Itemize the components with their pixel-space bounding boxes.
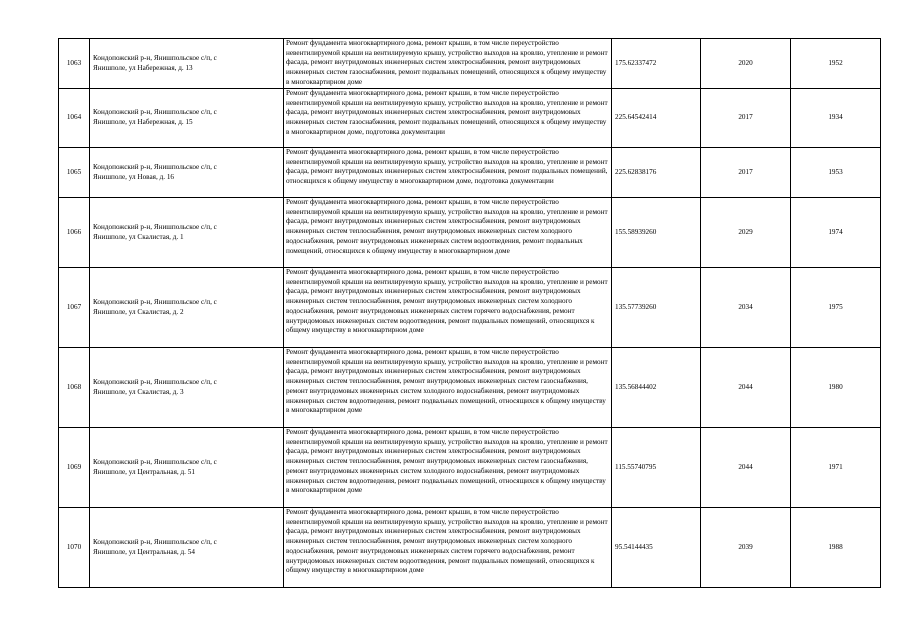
address-cell — [90, 148, 284, 198]
work-year-cell: 2029 — [701, 198, 791, 268]
work-year-cell: 2044 — [701, 348, 791, 428]
cost-cell: 135.56844402 — [612, 348, 701, 428]
address-cell — [90, 348, 284, 428]
cost-cell: 95.54144435 — [612, 508, 701, 588]
work-year-cell: 2034 — [701, 268, 791, 348]
address-line: Янишполе, ул Набережная, д. 15 — [93, 118, 193, 126]
works-cell: Ремонт фундамента многоквартирного дома, ремонт крыши, в том числе переустройство невентилируемой крыши на вентилируемую крышу, устройство выходов на кровлю, утепление и ремонт фасада, ремонт внутридомовых инженерных систем электроснабжения, ремонт внутридомовых инженерных систем теплоснабжения, ремонт внутридомовых инженерных систем холодного водоснабжения, ремонт внутридомовых инженерных систем горячего водоснабжения, ремонт внутридомовых инженерных систем водоотведения, ремонт подвальных помещений, относящихся к общему имуществу в многоквартирном доме — [284, 268, 612, 348]
cost-cell: 175.62337472 — [612, 39, 701, 89]
address-cell — [90, 89, 284, 148]
table-row — [59, 348, 881, 428]
works-cell: Ремонт фундамента многоквартирного дома, ремонт крыши, в том числе переустройство невентилируемой крыши на вентилируемую крышу, устройство выходов на кровлю, утепление и ремонт фасада, ремонт внутридомовых инженерных систем электроснабжения, ремонт подвальных помещений, относящихся к общему имуществу в многоквартирном доме, подготовка документации — [284, 148, 612, 198]
cost-cell: 115.55740795 — [612, 428, 701, 508]
cost-cell: 225.62838176 — [612, 148, 701, 198]
address-line: Кондопожский р-н, Янишпольское с/п, с — [93, 457, 217, 466]
works-cell: Ремонт фундамента многоквартирного дома, ремонт крыши, в том числе переустройство невентилируемой крыши на вентилируемую крышу, устройство выходов на кровлю, утепление и ремонт фасада, ремонт внутридомовых инженерных систем электроснабжения, ремонт внутридомовых инженерных систем теплоснабжения, ремонт внутридомовых инженерных систем газоснабжения, ремонт внутридомовых инженерных систем холодного водоснабжения, ремонт внутридомовых инженерных систем водоотведения, ремонт подвальных помещений, относящихся к общему имуществу в многоквартирном доме — [284, 348, 612, 428]
works-cell: Ремонт фундамента многоквартирного дома, ремонт крыши, в том числе переустройство невентилируемой крыши на вентилируемую крышу, устройство выходов на кровлю, утепление и ремонт фасада, ремонт внутридомовых инженерных систем электроснабжения, ремонт внутридомовых инженерных систем теплоснабжения, ремонт внутридомовых инженерных систем холодного водоснабжения, ремонт внутридомовых инженерных систем горячего водоснабжения, ремонт внутридомовых инженерных систем водоотведения, ремонт подвальных помещений, относящихся к общему имуществу в многоквартирном доме — [284, 508, 612, 588]
row-number-cell: 1070 — [59, 508, 90, 588]
built-year-cell: 1988 — [791, 508, 881, 588]
built-year-cell: 1953 — [791, 148, 881, 198]
work-year-cell: 2020 — [701, 39, 791, 89]
address-line: Янишполе, ул Новая, д. 16 — [93, 172, 175, 181]
address-line: Янишполе, ул Центральная, д. 51 — [93, 467, 195, 476]
table-row — [59, 89, 881, 148]
table-row — [59, 198, 881, 268]
row-number-cell: 1066 — [59, 198, 90, 268]
works-cell: Ремонт фундамента многоквартирного дома, ремонт крыши, в том числе переустройство невентилируемой крыши на вентилируемую крышу, устройство выходов на кровлю, утепление и ремонт фасада, ремонт внутридомовых инженерных систем электроснабжения, ремонт внутридомовых инженерных систем газоснабжения, ремонт подвальных помещений, относящихся к общему имуществу в многоквартирном доме — [284, 39, 612, 89]
address-line: Янишполе, ул Скалистая, д. 2 — [93, 307, 184, 316]
row-number-cell: 1064 — [59, 89, 90, 148]
row-number-cell: 1063 — [59, 39, 90, 89]
address-cell — [90, 428, 284, 508]
address-line: Кондопожский р-н, Янишпольское с/п, с — [93, 53, 217, 62]
row-number-cell: 1065 — [59, 148, 90, 198]
table-row — [59, 148, 881, 198]
table-row — [59, 268, 881, 348]
address-line: Кондопожский р-н, Янишпольское с/п, с — [93, 377, 217, 386]
work-year-cell: 2017 — [701, 89, 791, 148]
address-line: Янишполе, ул Набережная, д. 13 — [93, 63, 193, 72]
address-cell — [90, 39, 284, 89]
built-year-cell: 1971 — [791, 428, 881, 508]
works-cell: Ремонт фундамента многоквартирного дома, ремонт крыши, в том числе переустройство невентилируемой крыши на вентилируемую крышу, устройство выходов на кровлю, утепление и ремонт фасада, ремонт внутридомовых инженерных систем электроснабжения, ремонт внутридомовых инженерных систем теплоснабжения, ремонт внутридомовых инженерных систем газоснабжения, ремонт внутридомовых инженерных систем холодного водоснабжения, ремонт внутридомовых инженерных систем водоотведения, ремонт подвальных помещений, относящихся к общему имуществу в многоквартирном доме — [284, 428, 612, 508]
address-cell — [90, 508, 284, 588]
built-year-cell: 1974 — [791, 198, 881, 268]
address-line: Кондопожский р-н, Янишпольское с/п, с — [93, 162, 217, 171]
row-number-cell: 1069 — [59, 428, 90, 508]
table-row — [59, 428, 881, 508]
works-cell: Ремонт фундамента многоквартирного дома, ремонт крыши, в том числе переустройство невентилируемой крыши на вентилируемую крышу, устройство выходов на кровлю, утепление и ремонт фасада, ремонт внутридомовых инженерных систем электроснабжения, ремонт внутридомовых инженерных систем теплоснабжения, ремонт внутридомовых инженерных систем холодного водоснабжения, ремонт внутридомовых инженерных систем водоотведения, ремонт подвальных помещений, относящихся к общему имуществу в многоквартирном доме — [284, 198, 612, 268]
cost-cell: 225.64542414 — [612, 89, 701, 148]
built-year-cell: 1934 — [791, 89, 881, 148]
table-row — [59, 508, 881, 588]
address-line: Кондопожский р-н, Янишпольское с/п, с — [93, 297, 217, 306]
built-year-cell: 1952 — [791, 39, 881, 89]
address-cell — [90, 198, 284, 268]
row-number-cell: 1067 — [59, 268, 90, 348]
work-year-cell: 2044 — [701, 428, 791, 508]
address-line: Янишполе, ул Скалистая, д. 3 — [93, 387, 184, 396]
repair-schedule-table — [58, 38, 881, 588]
cost-cell: 155.58939260 — [612, 198, 701, 268]
address-line: Кондопожский р-н, Янишпольское с/п, с — [93, 108, 217, 117]
cost-cell: 135.57739260 — [612, 268, 701, 348]
built-year-cell: 1975 — [791, 268, 881, 348]
work-year-cell: 2039 — [701, 508, 791, 588]
work-year-cell: 2017 — [701, 148, 791, 198]
table-row — [59, 39, 881, 89]
works-cell: Ремонт фундамента многоквартирного дома, ремонт крыши, в том числе переустройство невентилируемой крыши на вентилируемую крышу, устройство выходов на кровлю, утепление и ремонт фасада, ремонт внутридомовых инженерных систем электроснабжения, ремонт внутридомовых инженерных систем газоснабжения, ремонт подвальных помещений, относящихся к общему имуществу в многоквартирном доме, подготовка документации — [284, 89, 612, 148]
address-line: Кондопожский р-н, Янишпольское с/п, с — [93, 537, 217, 546]
address-line: Янишполе, ул Центральная, д. 54 — [93, 547, 195, 556]
built-year-cell: 1980 — [791, 348, 881, 428]
row-number-cell: 1068 — [59, 348, 90, 428]
address-line: Кондопожский р-н, Янишпольское с/п, с — [93, 222, 217, 231]
address-line: Янишполе, ул Скалистая, д. 1 — [93, 232, 184, 241]
address-cell — [90, 268, 284, 348]
